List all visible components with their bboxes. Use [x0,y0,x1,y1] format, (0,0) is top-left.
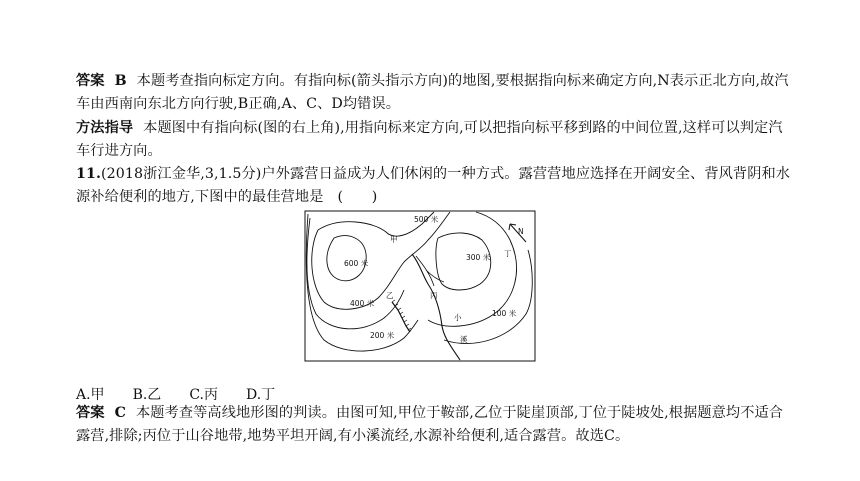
answer-paragraph-1 [76,70,792,116]
contour-label-100: 100 米 [492,309,517,318]
contour-label-400: 400 米 [350,299,375,308]
option-b: B.乙 [132,387,162,403]
place-yi: 乙 [386,291,394,300]
contour-label-600: 600 米 [344,259,369,268]
stream-label-1: 小 [454,313,462,322]
answer-bracket: ( ) [337,189,378,205]
option-d: D.丁 [245,387,276,403]
method-label: 方法指导 [76,120,134,136]
north-label: N [518,227,524,236]
answer-label: 答案 [76,73,105,89]
question-source: (2018浙江金华,3,1.5分) [100,166,262,182]
question-text: 户外露营日益成为人们休闲的一种方式。露营营地应选择在开阔安全、背风背阴和水源补给便利的地方,下图中的最佳营地是 [76,166,791,205]
stream-label-2: 溪 [460,335,468,344]
answer-letter: C [114,405,126,421]
contour-label-300: 300 米 [466,253,491,262]
method-text: 本题图中有指向标(图的右上角),用指向标来定方向,可以把指向标平移到路的中间位置,这样可以判定汽车行进方向。 [76,120,783,159]
place-bing: 丙 [430,291,438,300]
method-paragraph [76,117,792,163]
question-number: 11. [76,166,101,182]
option-c: C.丙 [189,387,218,403]
answer-letter: B [114,73,127,89]
question-11 [76,163,792,209]
contour-map [304,210,536,362]
answer-label: 答案 [76,405,105,421]
answer-explanation: 本题考查等高线地形图的判读。由图可知,甲位于鞍部,乙位于陡崖顶部,丁位于陡坡处,根据题意均不适合露营,排除;丙位于山谷地带,地势平坦开阔,有小溪流经,水源补给便利,适合露营。故选C。 [76,405,784,444]
place-jia: 甲 [390,235,398,244]
contour-label-500: 500 米 [414,215,439,224]
contour-label-200: 200 米 [370,331,395,340]
answer-paragraph-2 [76,402,792,448]
map-frame [305,211,535,361]
answer-explanation: 本题考查指向标定方向。有指向标(箭头指示方向)的地图,要根据指向标来确定方向,N表示正北方向,故汽车由西南向东北方向行驶,B正确,A、C、D均错误。 [76,73,789,112]
place-ding: 丁 [504,249,512,258]
option-a: A.甲 [76,387,105,403]
